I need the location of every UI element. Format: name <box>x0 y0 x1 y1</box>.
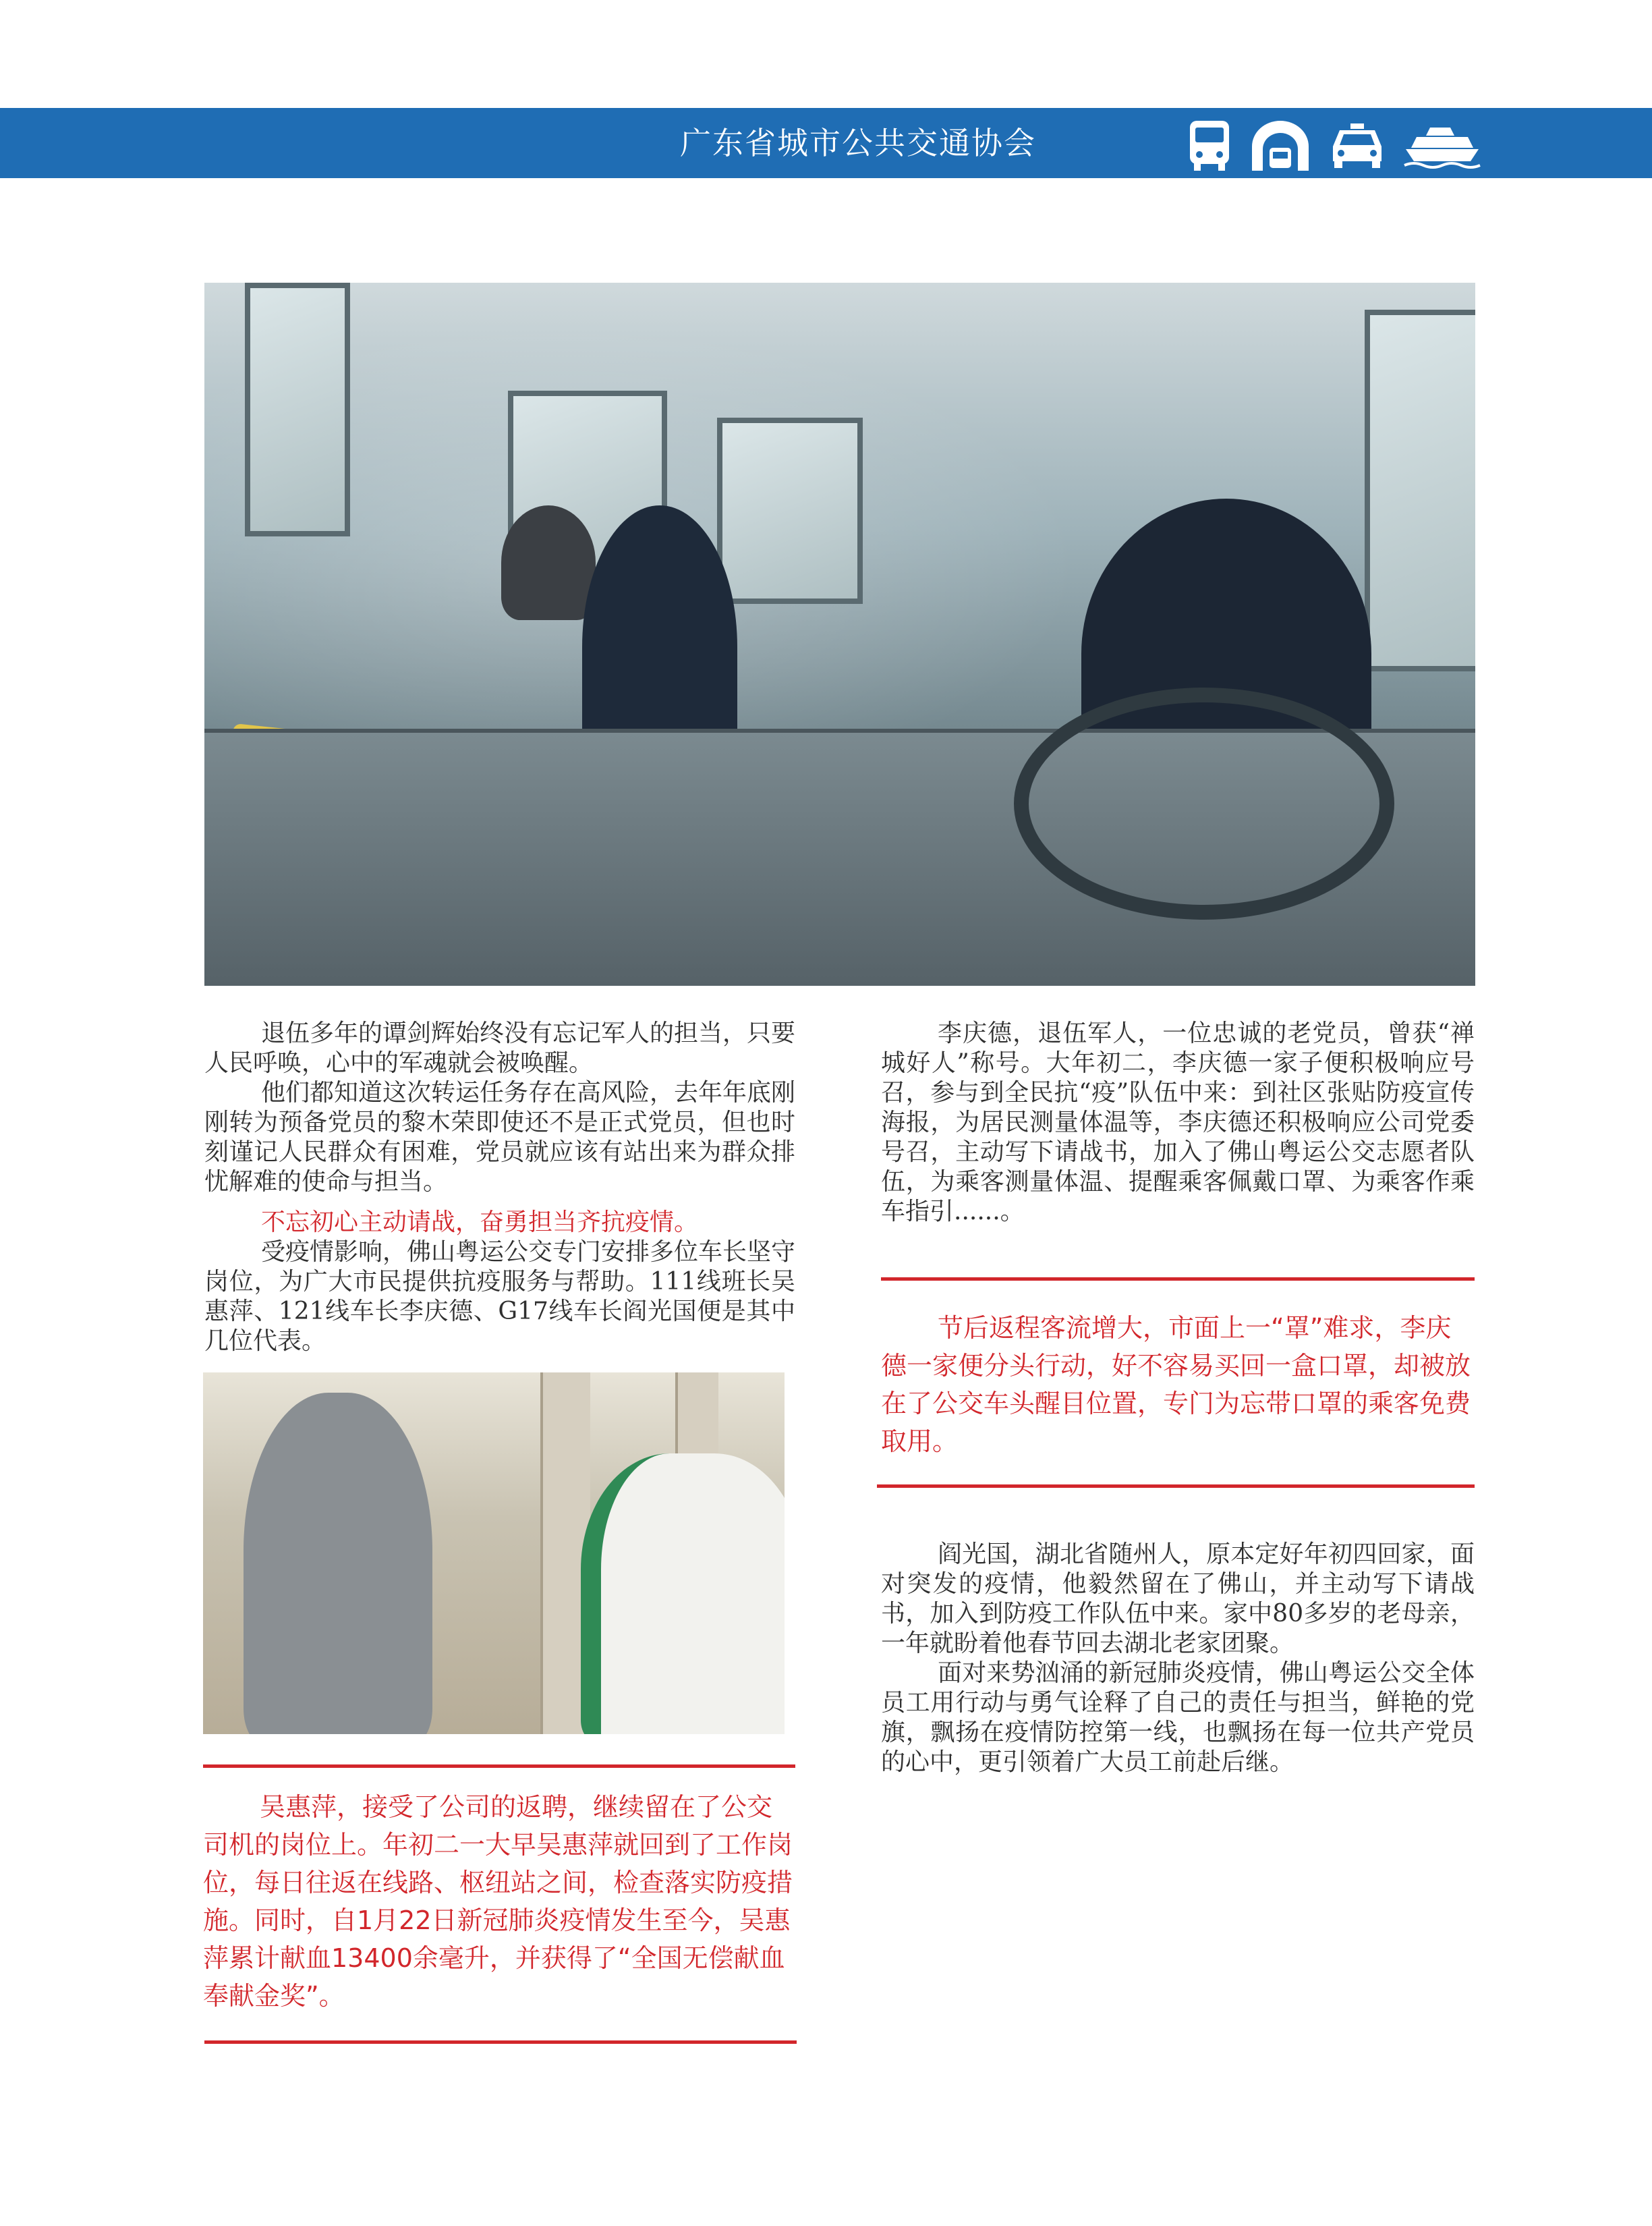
association-title: 广东省城市公共交通协会 <box>680 125 1036 161</box>
bus-icon <box>1187 119 1232 172</box>
red-subheading: 不忘初心主动请战，奋勇担当齐抗疫情。 <box>261 1208 699 1236</box>
metro-icon <box>1249 119 1311 172</box>
left-text-block <box>204 1019 795 1356</box>
temperature-check-photo <box>203 1372 785 1734</box>
ferry-icon <box>1403 122 1481 169</box>
divider <box>203 1764 795 1768</box>
paragraph: 阎光国，湖北省随州人，原本定好年初四回家，面对突发的疫情，他毅然留在了佛山，并主动写下请战书，加入到防疫工作队伍中来。家中80多岁的老母亲，一年就盼着他春节回去湖北老家团聚。 <box>881 1540 1475 1657</box>
taxi-icon <box>1329 122 1386 169</box>
paragraph: 受疫情影响，佛山粤运公交专门安排多位车长坚守岗位，为广大市民提供抗疫服务与帮助。111线班长吴惠萍、121线车长李庆德、G17线车长阎光国便是其中几位代表。 <box>204 1238 796 1355</box>
right-text-block-bottom <box>881 1540 1475 1777</box>
right-text-block-top <box>881 1019 1475 1227</box>
transport-icons <box>1187 119 1481 173</box>
paragraph: 李庆德，退伍军人，一位忠诚的老党员，曾获“禅城好人”称号。大年初二，李庆德一家子便积极响应号召，参与到全民抗“疫”队伍中来：到社区张贴防疫宣传海报，为居民测量体温等，李庆德还积极响应公司党委号召，主动写下请战书，加入了佛山粤运公交志愿者队伍，为乘客测量体温、提醒乘客佩戴口罩、为乘客作乘车指引......。 <box>881 1020 1475 1225</box>
caption-text: 节后返程客流增大，市面上一“罩”难求，李庆德一家便分头行动，好不容易买回一盒口罩，却被放在了公交车头醒目位置，专门为忘带口罩的乘客免费取用。 <box>881 1313 1471 1456</box>
bus-cabin-photo <box>204 283 1475 986</box>
divider <box>881 1277 1475 1281</box>
right-caption <box>881 1309 1475 1460</box>
paragraph: 他们都知道这次转运任务存在高风险，去年年底刚刚转为预备党员的黎木荣即使还不是正式党员，但也时刻谨记人民群众有困难，党员就应该有站出来为群众排忧解难的使命与担当。 <box>204 1079 796 1196</box>
paragraph: 面对来势汹涌的新冠肺炎疫情，佛山粤运公交全体员工用行动与勇气诠释了自己的责任与担当，鲜艳的党旗，飘扬在疫情防控第一线，也飘扬在每一位共产党员的心中，更引领着广大员工前赴后继。 <box>881 1659 1475 1776</box>
caption-text: 吴惠萍，接受了公司的返聘，继续留在了公交司机的岗位上。年初二一大早吴惠萍就回到了工作岗位，每日往返在线路、枢纽站之间，检查落实防疫措施。同时，自1月22日新冠肺炎疫情发生至今，吴惠萍累计献血13400余毫升，并获得了“全国无偿献血奉献金奖”。 <box>203 1792 793 2011</box>
paragraph: 退伍多年的谭剑辉始终没有忘记军人的担当，只要人民呼唤，心中的军魂就会被唤醒。 <box>204 1020 796 1077</box>
left-caption <box>203 1788 795 2015</box>
divider <box>204 2040 797 2044</box>
divider <box>877 1484 1475 1488</box>
